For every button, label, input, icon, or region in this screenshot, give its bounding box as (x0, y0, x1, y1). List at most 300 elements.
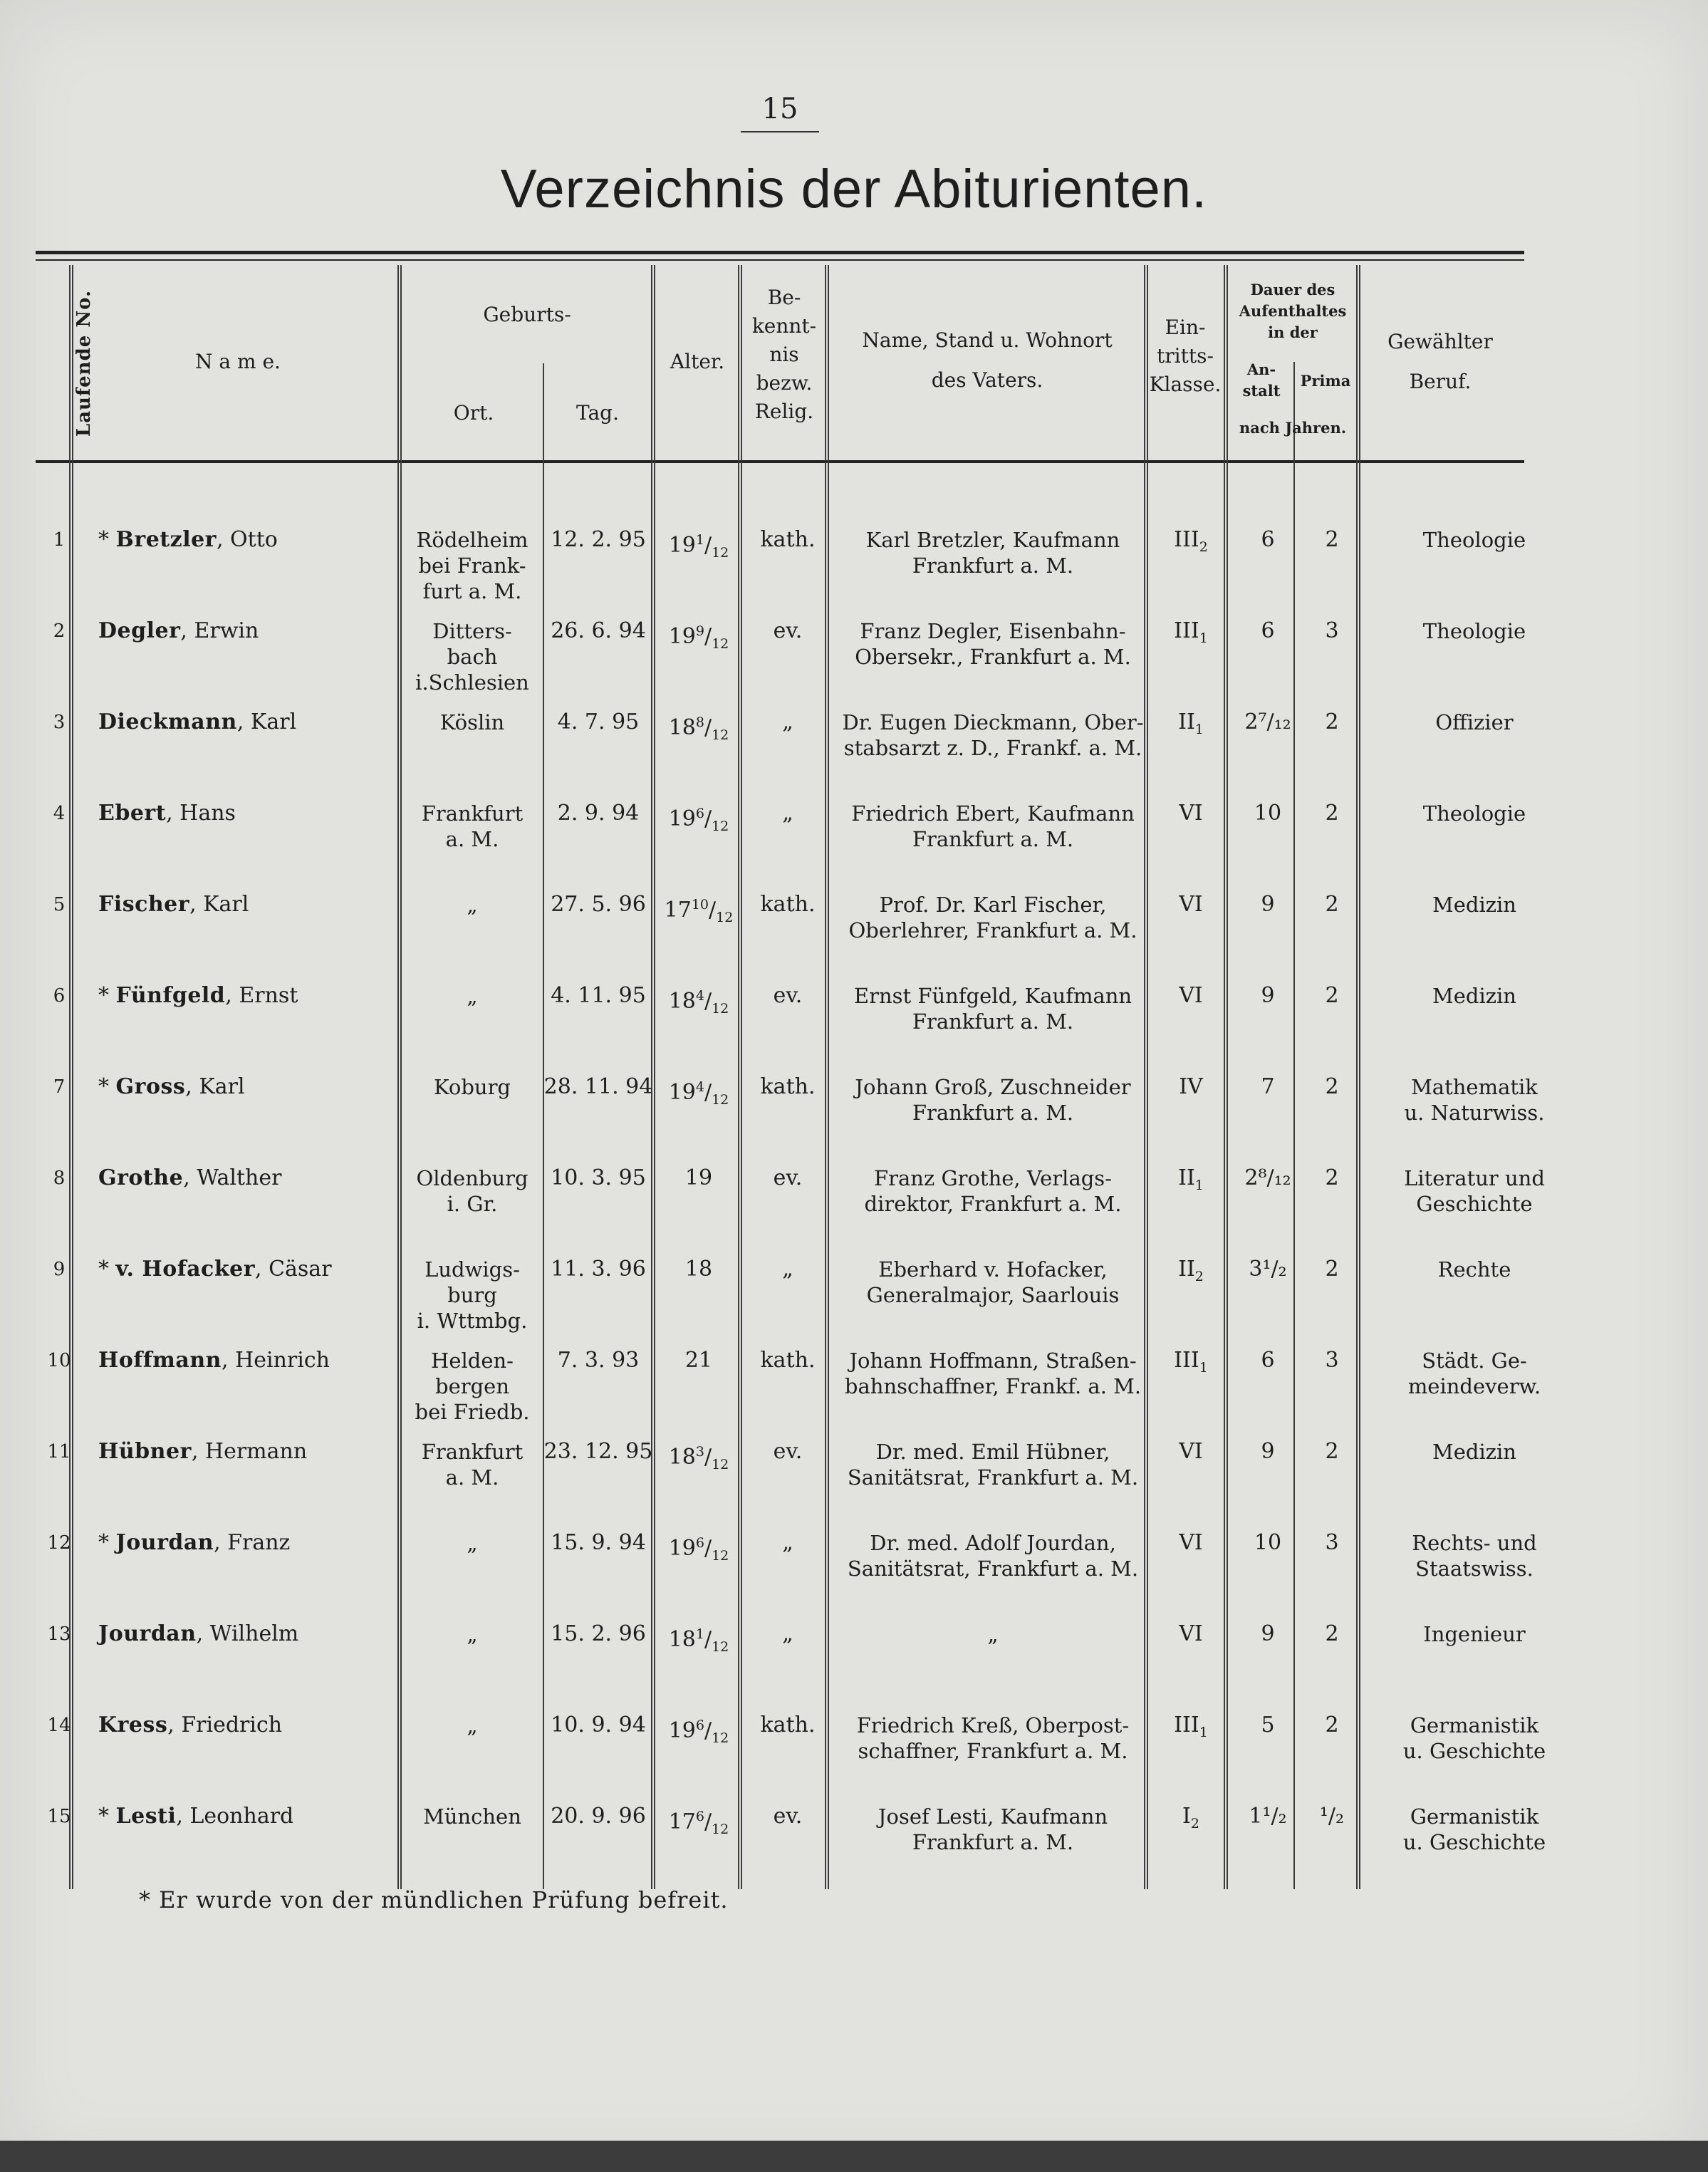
entry-class-roman: II (1178, 1165, 1195, 1190)
age-years: 19 (668, 624, 696, 649)
header-bekenntnis-line: nis (769, 343, 799, 366)
student-name (98, 1074, 397, 1100)
years-at-school-text: 1¹/₂ (1249, 1804, 1287, 1829)
father-info-line: Frankfurt a. M. (912, 1009, 1074, 1034)
page-title: Verzeichnis der Abiturienten. (500, 159, 1208, 219)
entry-class-index: 2 (1199, 539, 1208, 555)
birth-date (541, 1439, 655, 1465)
age (657, 801, 741, 839)
age (657, 1530, 741, 1569)
father-info-line: Ernst Fünfgeld, Kaufmann (853, 984, 1132, 1008)
entry-class-index: 1 (1194, 1178, 1204, 1193)
father-info-line: Frankfurt a. M. (912, 827, 1074, 851)
years-at-school-text: 10 (1254, 1530, 1282, 1555)
chosen-profession (1360, 1074, 1588, 1126)
religion (746, 1530, 829, 1556)
row-number (41, 1530, 77, 1556)
student-surname: Bretzler (115, 527, 217, 552)
birth-place (405, 1257, 540, 1334)
birth-date (541, 1165, 655, 1191)
birth-place-line: bei Friedb. (415, 1400, 530, 1424)
father-info-line: Oberlehrer, Frankfurt a. M. (848, 918, 1137, 942)
fraction-slash: / (704, 806, 712, 831)
student-given-name: , Erwin (180, 618, 259, 643)
years-in-prima (1303, 892, 1360, 918)
father-info-line: Prof. Dr. Karl Fischer, (879, 893, 1107, 917)
birth-date (541, 1804, 655, 1829)
birth-place (405, 1165, 540, 1217)
table-row (0, 1804, 1708, 1895)
birth-place (405, 1713, 540, 1738)
age-years: 19 (668, 533, 696, 558)
years-at-school-text: 2⁸/₁₂ (1244, 1165, 1291, 1190)
age-denominator: 12 (712, 1822, 729, 1837)
chosen-profession (1360, 710, 1588, 735)
entry-class (1155, 983, 1227, 1009)
father-info-line: schaffner, Frankfurt a. M. (858, 1739, 1128, 1763)
age-months: 4 (695, 1079, 704, 1095)
years-in-prima (1303, 983, 1360, 1009)
profession-line: Geschichte (1416, 1192, 1533, 1216)
years-at-school-text: 6 (1261, 618, 1275, 643)
chosen-profession (1360, 1713, 1588, 1764)
row-number-text: 1 (53, 529, 66, 551)
fraction-slash: / (709, 898, 717, 923)
age (657, 1348, 741, 1373)
religion-text: kath. (760, 1713, 816, 1737)
years-in-prima (1303, 1074, 1360, 1100)
age-denominator: 12 (712, 1548, 729, 1564)
student-name (98, 801, 397, 826)
age (657, 1621, 741, 1660)
years-at-school-text: 10 (1254, 801, 1282, 826)
years-at-school-text: 9 (1261, 1621, 1275, 1646)
birth-place-line: Helden- (431, 1349, 514, 1373)
birth-place-line: „ (467, 893, 478, 917)
header-bekenntnis-line: kennt- (751, 314, 817, 338)
row-number-text: 11 (47, 1441, 71, 1462)
exemption-marker: * (98, 1530, 116, 1555)
student-given-name: , Hans (166, 801, 236, 826)
row-number (41, 1074, 77, 1100)
entry-class-roman: VI (1179, 1530, 1203, 1555)
profession-line: Städt. Ge- (1422, 1349, 1527, 1373)
birth-date (541, 983, 655, 1009)
father-info (832, 1804, 1154, 1855)
religion (746, 1804, 829, 1829)
father-info-line: Eberhard v. Hofacker, (878, 1257, 1108, 1282)
birth-date (541, 1348, 655, 1373)
religion-text: „ (782, 801, 793, 826)
entry-class-index: 1 (1199, 1725, 1208, 1740)
fraction-slash: / (704, 1718, 712, 1743)
age-months: 6 (695, 1535, 704, 1551)
student-given-name: , Leonhard (176, 1804, 294, 1829)
father-info-line: Dr. med. Emil Hübner, (875, 1440, 1110, 1464)
student-name (98, 527, 397, 553)
age (657, 892, 741, 930)
father-info-line: Frankfurt a. M. (912, 1830, 1074, 1854)
age-years: 21 (684, 1348, 713, 1373)
age (657, 1804, 741, 1842)
father-info (832, 1621, 1154, 1647)
table-row (0, 1165, 1708, 1257)
years-in-prima-text: 2 (1325, 1074, 1339, 1099)
student-given-name: , Wilhelm (196, 1621, 299, 1646)
age-months: 10 (691, 897, 709, 913)
student-given-name: , Heinrich (221, 1348, 330, 1373)
header-anstalt-line: An- (1246, 360, 1276, 378)
age-months: 9 (695, 623, 704, 639)
age-denominator: 12 (712, 1001, 729, 1017)
header-vater-line: Name, Stand u. Wohnort (862, 328, 1113, 352)
age-denominator: 12 (712, 1639, 729, 1655)
student-name (98, 1804, 397, 1829)
years-at-school (1232, 1804, 1303, 1829)
religion (746, 710, 829, 735)
birth-date (541, 710, 655, 735)
birth-place-line: Frankfurt (421, 801, 524, 826)
father-info-line: Frankfurt a. M. (912, 1101, 1074, 1125)
age (657, 1074, 741, 1113)
religion-text: „ (782, 1530, 793, 1555)
age-months: 3 (695, 1444, 704, 1460)
age-years: 18 (668, 989, 696, 1014)
years-in-prima-text: 2 (1325, 983, 1339, 1008)
birth-place (405, 892, 540, 918)
religion-text: kath. (760, 1074, 816, 1099)
header-anstalt (1229, 359, 1293, 402)
student-surname: Kress (98, 1713, 168, 1737)
father-info (832, 801, 1154, 852)
birth-place (405, 618, 540, 695)
entry-class (1155, 1530, 1227, 1556)
student-given-name: , Karl (185, 1074, 245, 1099)
birth-place (405, 710, 540, 735)
row-number-text: 6 (53, 985, 66, 1007)
birth-place-line: „ (467, 984, 478, 1008)
header-anstalt-line: stalt (1242, 382, 1281, 400)
entry-class (1155, 1621, 1227, 1647)
years-at-school (1232, 1257, 1303, 1282)
father-info-line: Friedrich Kreß, Oberpost- (856, 1713, 1130, 1737)
father-info-line: stabsarzt z. D., Frankf. a. M. (843, 736, 1142, 760)
birth-place-line: i. Wttmbg. (417, 1309, 528, 1333)
religion (746, 618, 829, 644)
table-row (0, 801, 1708, 892)
father-info (832, 892, 1154, 943)
birth-place-line: burg (447, 1283, 497, 1307)
father-info-line: Dr. med. Adolf Jourdan, (870, 1531, 1116, 1555)
row-number-text: 2 (53, 620, 66, 642)
row-number (41, 1165, 77, 1191)
age (657, 1713, 741, 1751)
religion-text: kath. (760, 527, 816, 552)
profession-line: Theologie (1422, 528, 1526, 552)
birth-place-line: „ (467, 1622, 478, 1646)
father-info (832, 1165, 1154, 1217)
father-info-line: Johann Groß, Zuschneider (855, 1075, 1131, 1099)
religion (746, 801, 829, 826)
header-bekenntnis-line: bezw. (756, 371, 813, 395)
birth-place-line: a. M. (445, 1465, 499, 1490)
table-row (0, 1621, 1708, 1713)
top-rule (36, 251, 1524, 254)
student-name (98, 1348, 397, 1373)
entry-class-roman: III (1174, 1348, 1199, 1373)
years-at-school-text: 9 (1261, 1439, 1275, 1464)
profession-line: Medizin (1432, 984, 1516, 1008)
religion (746, 1713, 829, 1738)
birth-place (405, 1439, 540, 1490)
profession-line: meindeverw. (1407, 1374, 1541, 1398)
chosen-profession (1360, 618, 1588, 644)
table-row (0, 1439, 1708, 1530)
age-denominator: 12 (712, 545, 729, 561)
entry-class-index: 1 (1194, 722, 1204, 737)
fraction-slash: / (704, 1536, 712, 1561)
father-info (832, 710, 1154, 761)
birth-date-text: 26. 6. 94 (551, 618, 646, 643)
header-dauer-line: Aufenthaltes (1239, 302, 1347, 320)
row-number (41, 1713, 77, 1738)
years-at-school (1232, 527, 1303, 553)
header-klasse-line: Ein- (1165, 316, 1206, 339)
father-info (832, 1257, 1154, 1308)
header-beruf-line: Gewählter (1387, 330, 1493, 353)
father-info (832, 1074, 1154, 1126)
religion-text: „ (782, 710, 793, 734)
age-months: 6 (695, 1809, 704, 1824)
years-in-prima (1303, 1621, 1360, 1647)
entry-class-roman: II (1178, 1257, 1195, 1282)
years-in-prima-text: 2 (1325, 892, 1339, 917)
header-dauer-line: in der (1268, 323, 1318, 341)
fraction-slash: / (704, 1445, 712, 1470)
header-ort: Ort. (453, 401, 494, 425)
father-info-line: „ (987, 1622, 999, 1646)
birth-place (405, 1621, 540, 1647)
row-number (41, 1621, 77, 1647)
years-at-school (1232, 1530, 1303, 1556)
father-info-line: Franz Degler, Eisenbahn- (860, 619, 1126, 643)
row-number-text: 13 (47, 1623, 71, 1645)
exemption-marker: * (98, 1257, 116, 1282)
header-alter: Alter. (670, 350, 725, 373)
years-at-school (1232, 710, 1303, 735)
profession-line: u. Naturwiss. (1404, 1101, 1545, 1125)
entry-class (1155, 1804, 1227, 1836)
student-name (98, 1713, 397, 1738)
profession-line: Rechte (1437, 1257, 1511, 1282)
birth-date-text: 15. 9. 94 (551, 1530, 646, 1555)
entry-class-roman: IV (1179, 1074, 1203, 1099)
age-months: 1 (695, 1626, 704, 1642)
student-name (98, 1439, 397, 1465)
row-number-text: 15 (47, 1806, 71, 1827)
row-number-text: 10 (47, 1350, 71, 1371)
row-number (41, 618, 77, 644)
profession-line: Offizier (1435, 710, 1514, 734)
birth-place-line: Frankfurt (421, 1440, 524, 1464)
entry-class (1155, 1074, 1227, 1100)
birth-date (541, 618, 655, 644)
chosen-profession (1360, 1804, 1588, 1855)
table-row (0, 1530, 1708, 1621)
birth-date (541, 892, 655, 918)
years-at-school (1232, 983, 1303, 1009)
student-surname: Grothe (98, 1165, 184, 1190)
student-given-name: , Karl (236, 710, 297, 734)
exemption-marker: * (98, 983, 116, 1008)
age-years: 19 (684, 1165, 713, 1190)
chosen-profession (1360, 527, 1588, 553)
entry-class-index: 1 (1199, 630, 1208, 646)
profession-line: u. Geschichte (1402, 1739, 1546, 1763)
row-number-text: 5 (53, 894, 66, 915)
years-in-prima (1303, 1348, 1360, 1373)
years-at-school-text: 2⁷/₁₂ (1244, 710, 1291, 734)
age-years: 19 (668, 806, 696, 831)
row-number (41, 1348, 77, 1373)
entry-class-roman: III (1174, 1713, 1199, 1737)
entry-class-index: 1 (1199, 1360, 1208, 1376)
birth-place-line: „ (467, 1713, 478, 1737)
birth-date (541, 1074, 655, 1100)
entry-class (1155, 1165, 1227, 1198)
age-denominator: 12 (716, 910, 734, 925)
chosen-profession (1360, 1439, 1588, 1465)
years-at-school (1232, 1348, 1303, 1373)
student-given-name: , Cäsar (255, 1257, 332, 1282)
age-years: 19 (668, 1536, 696, 1561)
age-months: 4 (695, 988, 704, 1004)
table-row (0, 892, 1708, 983)
table-row (0, 1257, 1708, 1348)
birth-place-line: Ditters- (432, 619, 512, 643)
fraction-slash: / (704, 533, 712, 558)
father-info-line: direktor, Frankfurt a. M. (864, 1192, 1122, 1216)
student-given-name: , Franz (214, 1530, 291, 1555)
scan-edge (0, 2141, 1708, 2172)
birth-place (405, 1074, 540, 1100)
student-name (98, 710, 397, 735)
student-surname: Degler (98, 618, 181, 643)
years-at-school (1232, 618, 1303, 644)
years-in-prima-text: 2 (1325, 710, 1339, 734)
row-number-text: 7 (53, 1076, 66, 1098)
student-given-name: , Hermann (191, 1439, 308, 1464)
student-surname: Fischer (98, 892, 190, 917)
table-row (0, 1348, 1708, 1439)
birth-place (405, 801, 540, 852)
age-years: 18 (668, 715, 696, 740)
years-at-school (1232, 1621, 1303, 1647)
father-info (832, 527, 1154, 578)
birth-date-text: 27. 5. 96 (551, 892, 646, 917)
age-years: 18 (668, 1627, 696, 1652)
student-surname: Hübner (98, 1439, 192, 1464)
years-in-prima-text: ¹/₂ (1319, 1804, 1345, 1829)
table-row (0, 710, 1708, 801)
header-bekenntnis (744, 284, 825, 426)
entry-class (1155, 1439, 1227, 1465)
years-in-prima-text: 2 (1325, 1439, 1339, 1464)
header-prima: Prima (1300, 372, 1351, 390)
age (657, 1439, 741, 1477)
birth-date-text: 4. 11. 95 (551, 983, 646, 1008)
entry-class (1155, 1257, 1227, 1289)
birth-date-text: 15. 2. 96 (551, 1621, 646, 1646)
years-in-prima (1303, 1713, 1360, 1738)
student-name (98, 1621, 397, 1647)
years-in-prima-text: 2 (1325, 801, 1339, 826)
chosen-profession (1360, 1530, 1588, 1581)
birth-place-line: bergen (435, 1374, 509, 1398)
entry-class (1155, 618, 1227, 651)
profession-line: u. Geschichte (1402, 1830, 1546, 1854)
religion (746, 892, 829, 918)
years-in-prima-text: 2 (1325, 1621, 1339, 1646)
student-surname: v. Hofacker (115, 1257, 255, 1282)
birth-place-line: Koburg (433, 1075, 511, 1099)
years-at-school (1232, 892, 1303, 918)
student-name (98, 1257, 397, 1282)
father-info-line: Franz Grothe, Verlags- (874, 1166, 1112, 1190)
entry-class-roman: VI (1179, 892, 1203, 917)
entry-class (1155, 801, 1227, 826)
entry-class-roman: I (1182, 1804, 1191, 1829)
birth-date (541, 1257, 655, 1282)
father-info-line: Josef Lesti, Kaufmann (878, 1804, 1108, 1829)
entry-class-roman: III (1174, 527, 1199, 552)
chosen-profession (1360, 1621, 1588, 1647)
birth-date-text: 7. 3. 93 (557, 1348, 640, 1373)
student-surname: Hoffmann (98, 1348, 222, 1373)
years-in-prima (1303, 1165, 1360, 1191)
student-surname: Ebert (98, 801, 167, 826)
row-number (41, 1439, 77, 1465)
student-name (98, 1165, 397, 1191)
profession-line: Rechts- und (1412, 1531, 1537, 1555)
age-denominator: 12 (712, 1730, 729, 1746)
birth-place-line: furt a. M. (422, 579, 522, 603)
years-in-prima-text: 3 (1325, 1348, 1339, 1373)
religion (746, 527, 829, 553)
age (657, 618, 741, 657)
header-beruf-line: Beruf. (1409, 370, 1472, 393)
age (657, 527, 741, 566)
birth-place-line: a. M. (445, 827, 499, 851)
religion-text: „ (782, 1257, 793, 1282)
birth-date-text: 12. 2. 95 (551, 527, 646, 552)
years-in-prima (1303, 1804, 1360, 1829)
row-number-text: 8 (53, 1168, 66, 1189)
header-laufende: Laufende No. (73, 289, 95, 437)
years-in-prima (1303, 527, 1360, 553)
student-given-name: , Karl (189, 892, 249, 917)
header-geburts: Geburts- (483, 303, 571, 326)
profession-line: Literatur und (1404, 1166, 1545, 1190)
header-dauer-line: Dauer des (1250, 281, 1335, 298)
profession-line: Germanistik (1410, 1804, 1539, 1829)
birth-place-line: bei Frank- (418, 554, 526, 578)
entry-class-roman: VI (1179, 1621, 1203, 1646)
profession-line: Medizin (1432, 893, 1516, 917)
birth-place-line: Köslin (439, 710, 505, 734)
birth-date-text: 11. 3. 96 (551, 1257, 646, 1282)
birth-date (541, 1530, 655, 1556)
